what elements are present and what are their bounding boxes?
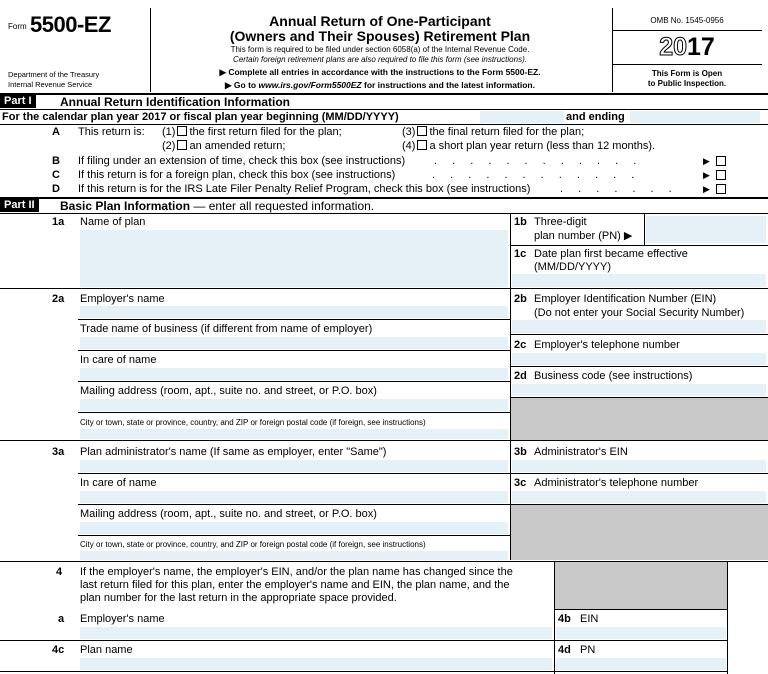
line-A3: (3) the final return filed for the plan; [402, 126, 585, 138]
line-2d-label: Business code (see instructions) [534, 370, 693, 382]
line-A2: (2) an amended return; [162, 140, 286, 152]
foreign-plan-note: Certain foreign retirement plans are also required to file this form (see instructions). [233, 55, 527, 64]
and-ending-label: and ending [566, 111, 625, 123]
line-1a-num: 1a [52, 216, 65, 228]
trade-name-label: Trade name of business (if different from name of employer) [80, 323, 373, 335]
line-D-letter: D [52, 183, 60, 195]
admin-mailing-field[interactable] [80, 522, 508, 534]
part1-title: Annual Return Identification Information [60, 95, 290, 109]
line-B-letter: B [52, 155, 60, 167]
line-4-text1: If the employer's name, the employer's EIN, and/or the plan name has changed since the [80, 566, 513, 578]
prior-plan-name-field[interactable] [80, 658, 552, 670]
first-return-checkbox[interactable] [177, 126, 187, 136]
plan-name-field[interactable] [80, 230, 508, 287]
part1-tag: Part I [0, 95, 36, 108]
line-C-arrow: ▶ [703, 170, 710, 180]
admin-care-of-field[interactable] [80, 491, 508, 503]
irs-website-link[interactable]: www.irs.gov/Form5500EZ [258, 80, 362, 90]
plan-effective-date-field[interactable] [512, 274, 766, 287]
line-4b-num: 4b [558, 613, 571, 625]
prior-employer-name-field[interactable] [80, 627, 552, 639]
employer-city-field[interactable] [80, 429, 508, 439]
prior-ein-field[interactable] [556, 627, 726, 639]
admin-city-label: City or town, state or province, country, and ZIP or foreign postal code (if foreign, see instructions) [80, 540, 426, 549]
line-D-dots: . . . . . . . [560, 183, 678, 195]
line-3a-label: Plan administrator's name (If same as employer, enter "Same") [80, 446, 387, 458]
line-2c-label: Employer's telephone number [534, 339, 680, 351]
line-4-text3: plan number for the last return in the appropriate space provided. [80, 592, 397, 604]
amended-return-checkbox[interactable] [177, 140, 187, 150]
line-1c-label2: (MM/DD/YYYY) [534, 261, 611, 273]
line-2a-num: 2a [52, 293, 65, 305]
employer-mailing-field[interactable] [80, 399, 508, 411]
line-1b-num: 1b [514, 216, 527, 228]
final-return-checkbox[interactable] [417, 126, 427, 136]
public-inspection-line1: This Form is Open [651, 69, 723, 78]
plan-year-begin-field[interactable] [480, 111, 564, 123]
line-4c-num: 4c [52, 644, 65, 656]
line-C-text: If this return is for a foreign plan, check this box (see instructions) [78, 169, 396, 181]
line-4-num: 4 [56, 566, 63, 578]
line-D-arrow: ▶ [703, 184, 710, 194]
line-3c-label: Administrator's telephone number [534, 477, 699, 489]
shaded-area-2 [511, 398, 768, 440]
line-B-text: If filing under an extension of time, check this box (see instructions) [78, 155, 406, 167]
employer-name-field[interactable] [80, 306, 508, 318]
line-1b-label1: Three-digit [534, 216, 587, 228]
line-4d-num: 4d [558, 644, 571, 656]
part2-title: Basic Plan Information — enter all requested information. [60, 199, 375, 213]
tax-year: 2017 [659, 33, 715, 61]
line-3b-label: Administrator's EIN [534, 446, 628, 458]
form-title-line1: Annual Return of One-Participant [269, 13, 491, 29]
line-2d-num: 2d [514, 370, 527, 382]
line-3b-num: 3b [514, 446, 527, 458]
line-A-label: This return is: [78, 126, 145, 138]
business-code-field[interactable] [512, 384, 766, 396]
line-2a-label: Employer's name [80, 293, 165, 305]
form-number: 5500-EZ [30, 12, 111, 37]
late-filer-checkbox[interactable] [716, 184, 726, 194]
employer-phone-field[interactable] [512, 353, 766, 365]
line-A1: (1) the first return filed for the plan; [162, 126, 342, 138]
line-2c-num: 2c [514, 339, 527, 351]
line-1c-label1: Date plan first became effective [534, 248, 688, 260]
instructions-line: ▶ Complete all entries in accordance with the instructions to the Form 5500-EZ. [219, 67, 541, 77]
employer-city-label: City or town, state or province, country, and ZIP or foreign postal code (if foreign, see instructions) [80, 418, 426, 427]
line-B-arrow: ▶ [703, 156, 710, 166]
administrator-phone-field[interactable] [512, 491, 766, 503]
shaded-area-4 [555, 562, 727, 609]
line-3c-num: 3c [514, 477, 527, 489]
administrator-ein-field[interactable] [512, 460, 766, 472]
line-A4: (4) a short plan year return (less than 12 months). [402, 140, 656, 152]
line-4a-num: a [58, 613, 65, 625]
shaded-area-3 [511, 505, 768, 560]
line-1c-num: 1c [514, 248, 527, 260]
website-line: ▶ Go to www.irs.gov/Form5500EZ for instructions and the latest information. [225, 80, 535, 90]
admin-mailing-label: Mailing address (room, apt., suite no. and street, or P.O. box) [80, 508, 377, 520]
line-4-text2: last return filed for this plan, enter the employer's name and EIN, the plan name, and the [80, 579, 510, 591]
employer-care-of-field[interactable] [80, 368, 508, 380]
employer-care-of-label: In care of name [80, 354, 157, 366]
form-prefix: Form [8, 22, 27, 31]
part2-tag: Part II [0, 199, 39, 212]
plan-year-end-field[interactable] [630, 111, 760, 123]
admin-city-field[interactable] [80, 551, 508, 560]
prior-pn-field[interactable] [556, 658, 726, 670]
line-A-letter: A [52, 126, 60, 138]
filing-requirement-note: This form is required to be filed under section 6058(a) of the Internal Revenue Code. [230, 45, 530, 54]
line-4a-label: Employer's name [80, 613, 165, 625]
line-C-dots: . . . . . . . . . . . . [432, 169, 641, 181]
line-4b-label: EIN [580, 613, 599, 625]
foreign-plan-checkbox[interactable] [716, 170, 726, 180]
trade-name-field[interactable] [80, 337, 508, 349]
line-2b-label: Employer Identification Number (EIN) [534, 293, 717, 305]
omb-number: OMB No. 1545-0956 [650, 16, 724, 25]
line-C-letter: C [52, 169, 60, 181]
employer-mailing-label: Mailing address (room, apt., suite no. and street, or P.O. box) [80, 385, 377, 397]
dept-treasury: Department of the Treasury [8, 70, 100, 79]
line-D-text: If this return is for the IRS Late Filer Penalty Relief Program, check this box (see instructions) [78, 183, 531, 195]
employer-ein-field[interactable] [512, 320, 766, 333]
line-2b-num: 2b [514, 293, 527, 305]
extension-checkbox[interactable] [716, 156, 726, 166]
irs-service: Internal Revenue Service [8, 80, 93, 89]
plan-number-field[interactable] [646, 216, 766, 243]
line-1b-label2: plan number (PN) ▶ [534, 230, 633, 242]
admin-care-of-label: In care of name [80, 477, 157, 489]
line-4c-label: Plan name [80, 644, 133, 656]
line-2b-note: (Do not enter your Social Security Number) [534, 307, 745, 319]
calendar-year-line: For the calendar plan year 2017 or fiscal plan year beginning (MM/DD/YYYY) [2, 111, 399, 123]
line-3a-num: 3a [52, 446, 65, 458]
short-plan-year-checkbox[interactable] [417, 140, 427, 150]
form-header [0, 0, 768, 94]
administrator-name-field[interactable] [80, 460, 508, 472]
public-inspection-line2: to Public Inspection. [647, 79, 727, 88]
line-4d-label: PN [580, 644, 596, 656]
line-B-dots: . . . . . . . . . . . . [434, 155, 643, 167]
line-1a-label: Name of plan [80, 216, 146, 228]
form-title-line2: (Owners and Their Spouses) Retirement Plan [229, 28, 531, 44]
